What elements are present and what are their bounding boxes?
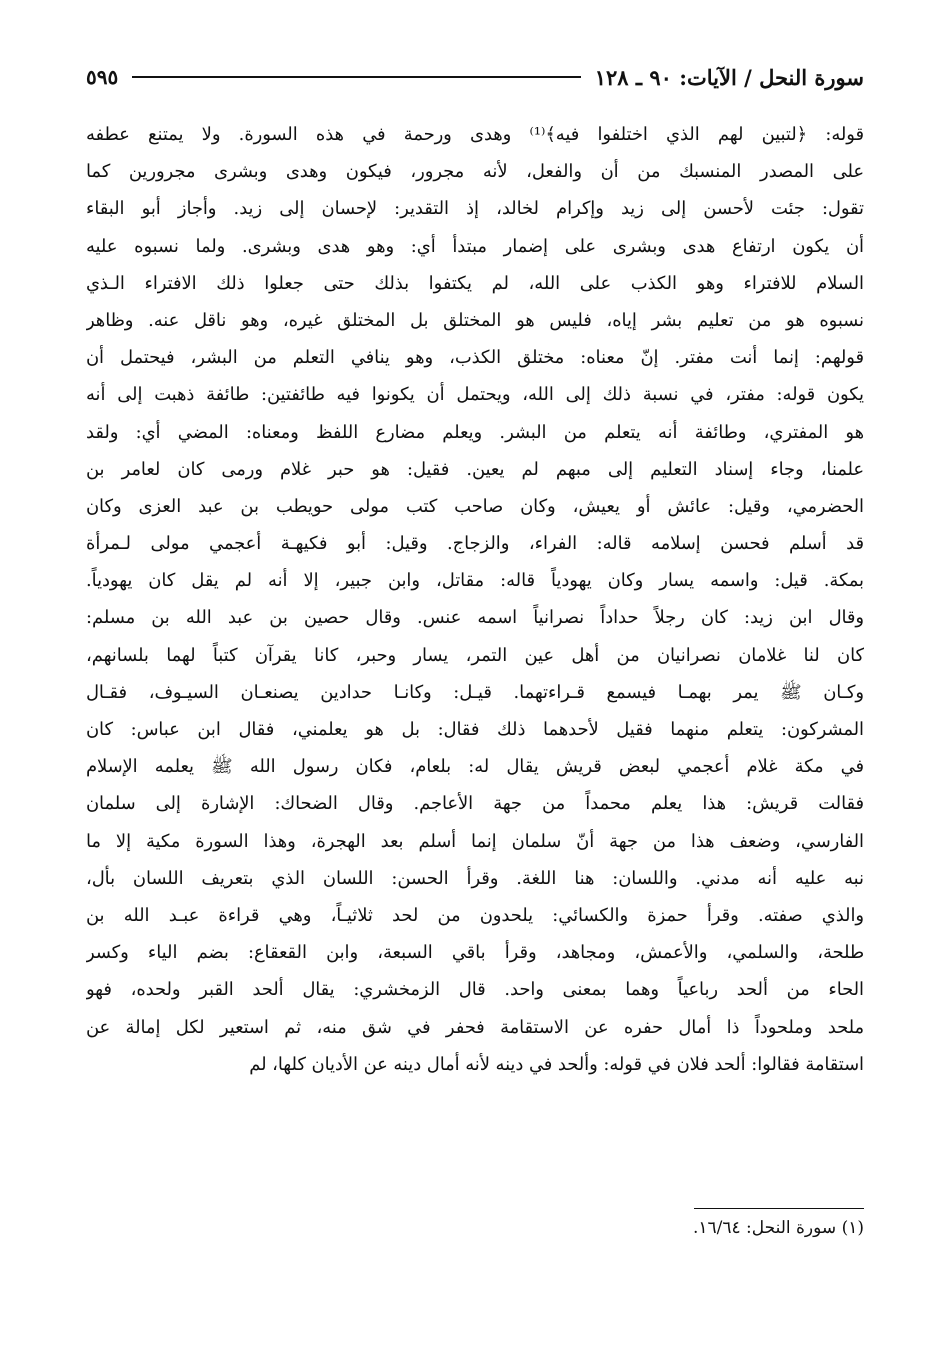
text-line: فقالت قريش: هذا يعلم محمداً من جهة الأعاجم. وقال الضحاك: الإشارة إلى سلمان [86,793,864,815]
text-line: نبه عليه أنه مدني. واللسان: هنا اللغة. وقرأ الحسن: اللسان الذي بتعريف اللسان بأل، [86,867,864,889]
text-line: قد أسلم فحسن إسلامه قاله: الفراء، والزجاج. وقيل: أبو فكيهـة أعجمي مولى لـمرأة [86,533,864,555]
footnote-rule [694,1208,864,1209]
main-text [86,116,864,1083]
text-line: في مكة غلام أعجمي لبعض قريش يقال له: بلعام، فكان رسول الله ﷺ يعلمه الإسلام [86,756,864,778]
text-line: طلحة، والسلمي، والأعمش، ومجاهد، وقرأ باقي السبعة، وابن القعقاع: بضم الياء وكسر [86,942,864,964]
text-line: قولهم: إنما أنت مفتر. إنّ معناه: مختلق الكذب، وهو ينافي التعلم من البشر، فيحتمل أن [86,347,864,369]
page-header [86,60,864,94]
text-line: الحاء من ألحد رباعياً وهما بمعنى واحد. قال الزمخشري: يقال ألحد القبر ولحده، فهو [86,979,864,1001]
text-line: السلام للافتراء وهو الكذب على الله، لم يكتفوا بذلك حتى جعلوا ذلك الافتراء الـذي [86,272,864,294]
text-line: على المصدر المنسبك من أن والفعل، لأنه مجرور، فيكون وهدى وبشرى مجرورين كما [86,161,864,183]
running-title: سورة النحل / الآيات: ٩٠ ـ ١٢٨ [594,64,864,90]
text-line: وكـان ﷺ يمر بهمـا فيسمع قـراءتهما. قيـل: وكانـا حدادين يصنعـان السيـوف، فقـال [86,681,864,703]
text-line: يكون قوله: مفتر، في نسبة ذلك إلى الله، ويحتمل أن يكونوا فيه طائفتين: طائفة ذهبت إلى أنه [86,384,864,406]
text-line: قوله: ﴿لتبين لهم الذي اختلفوا فيه﴾⁽¹⁾ وهدى ورحمة في هذه السورة. ولا يمتنع عطفه [86,124,864,145]
text-line: وقال ابن زيد: كان رجلاً حداداً نصرانياً اسمه عنس. وقال حصين بن عبد الله بن مسلم: [86,607,864,629]
text-line: علمنا، وجاء إسناد التعليم إلى مبهم لم يعين. فقيل: هو حبر غلام ورمى كان لعامر بن [86,458,864,480]
text-line: أن يكون ارتفاع هدى وبشرى على إضمار مبتدأ أي: وهو هدى وبشرى. ولما نسبوه عليه [86,235,864,257]
text-line: بمكة. قيل: واسمه يسار وكان يهودياً قاله: مقاتل، وابن جبير، إلا أنه لم يقل كان يهودياً. [86,570,864,592]
text-line: استقامة فقالوا: ألحد فلان في قوله: وألحد في دينه لأنه أمال دينه عن الأديان كلها، لم [249,1053,864,1075]
text-line: تقول: جئت لأحسن إلى زيد وإكرام لخالد، إذ التقدير: لإحسان إلى زيد. وأجاز أبو البقاء [86,198,864,220]
text-line: ملحد وملحوداً ذا أمال حفره عن الاستقامة فحفر في شق منه، ثم استعير لكل إمالة عن [86,1016,864,1038]
text-line: هو المفتري، وطائفة أنه يتعلم من البشر. ويعلم مضارع اللفظ ومعناه: المضي أي: ولقد [86,421,864,443]
text-line: الحضرمي، وقيل: عائش أو يعيش، وكان صاحب كتب مولى حويطب بن عبد العزى وكان [86,495,864,517]
text-line: المشركون: يتعلم منهما فقيل لأحدهما ذلك فقال: بل هو يعلمني، فقال ابن عباس: كان [86,719,864,740]
page-number: ٥٩٥ [86,65,119,89]
text-line: كان لنا غلامان نصرانيان من أهل عين التمر، يسار وحبر، كانا يقرآن كتباً لهما بلسانهم، [86,644,864,666]
header-rule [132,76,580,78]
text-line: والذي صفته. وقرأ حمزة والكسائي: يلحدون من لحد ثلاثيـاً، وهي قراءة عبـد الله بن [86,904,864,926]
text-line: الفارسي، وضعف هذا من جهة أنّ سلمان إنما أسلم بعد الهجرة، وهذا السورة مكية إلا ما [86,830,864,852]
footnote: (١) سورة النحل: ١٦/٦٤. [692,1218,864,1238]
text-line: نسبوه هو من تعليم بشر إياه، فليس هو المختلق بل المختلق غيره، وهو ناقل عنه. وظاهر [86,309,864,331]
